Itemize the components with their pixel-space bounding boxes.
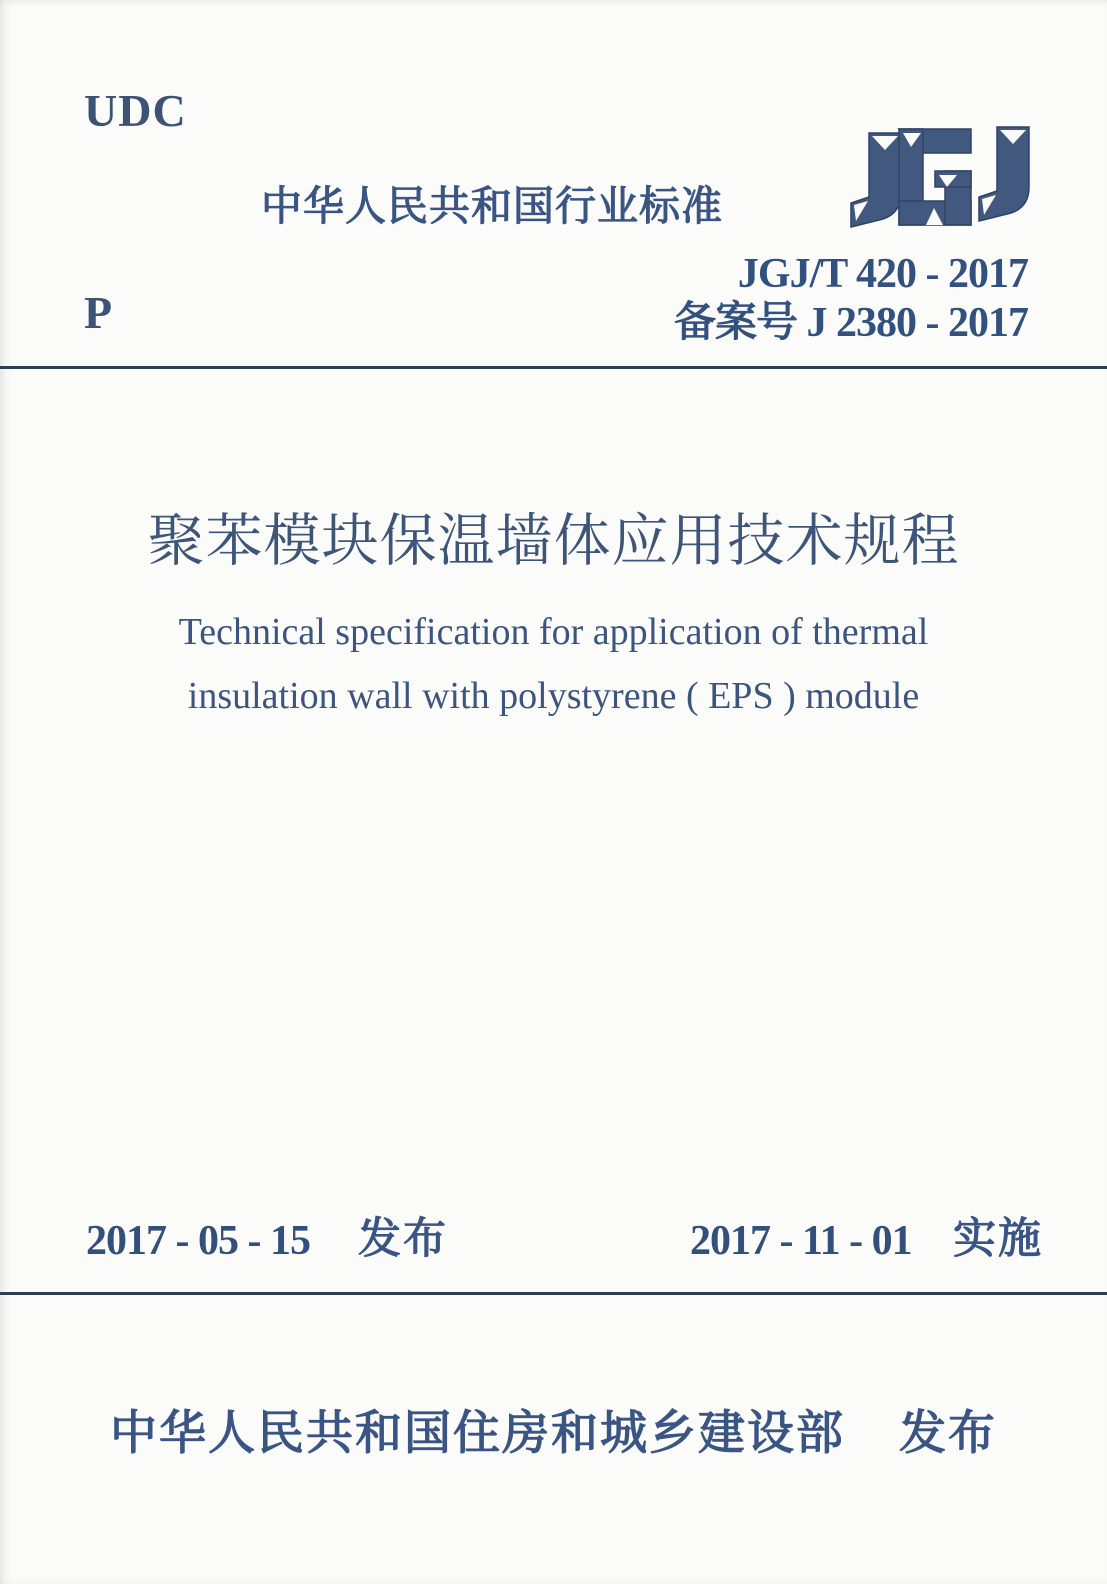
publisher-name: 中华人民共和国住房和城乡建设部 xyxy=(110,1406,845,1459)
issue-date-label: 发布 xyxy=(358,1215,448,1263)
title-english-line1: Technical specification for application of thermal xyxy=(178,611,929,653)
title-english-line2: insulation wall with polystyrene ( EPS ) module xyxy=(187,675,920,717)
bottom-divider-rule xyxy=(0,1292,1107,1295)
title-english xyxy=(0,600,1107,728)
record-number: 备案号 J 2380 - 2017 xyxy=(674,300,1028,346)
standard-number-block xyxy=(674,250,1028,348)
standard-number: JGJ/T 420 - 2017 xyxy=(737,251,1028,297)
jgj-logo xyxy=(833,126,1033,232)
issue-date: 2017 - 05 - 15 xyxy=(86,1218,310,1264)
standard-category-heading: 中华人民共和国行业标准 xyxy=(261,183,723,229)
jgj-logo-icon xyxy=(833,126,1033,232)
implementation-date: 2017 - 11 - 01 xyxy=(690,1218,912,1264)
title-chinese: 聚苯模块保温墙体应用技术规程 xyxy=(147,510,960,573)
top-divider-rule xyxy=(0,366,1107,369)
implementation-date-label: 实施 xyxy=(953,1215,1043,1263)
publisher-action-label: 发布 xyxy=(899,1406,997,1459)
udc-label: UDC xyxy=(84,85,187,136)
classification-p-label: P xyxy=(84,287,113,338)
publisher-row xyxy=(0,1406,1107,1460)
